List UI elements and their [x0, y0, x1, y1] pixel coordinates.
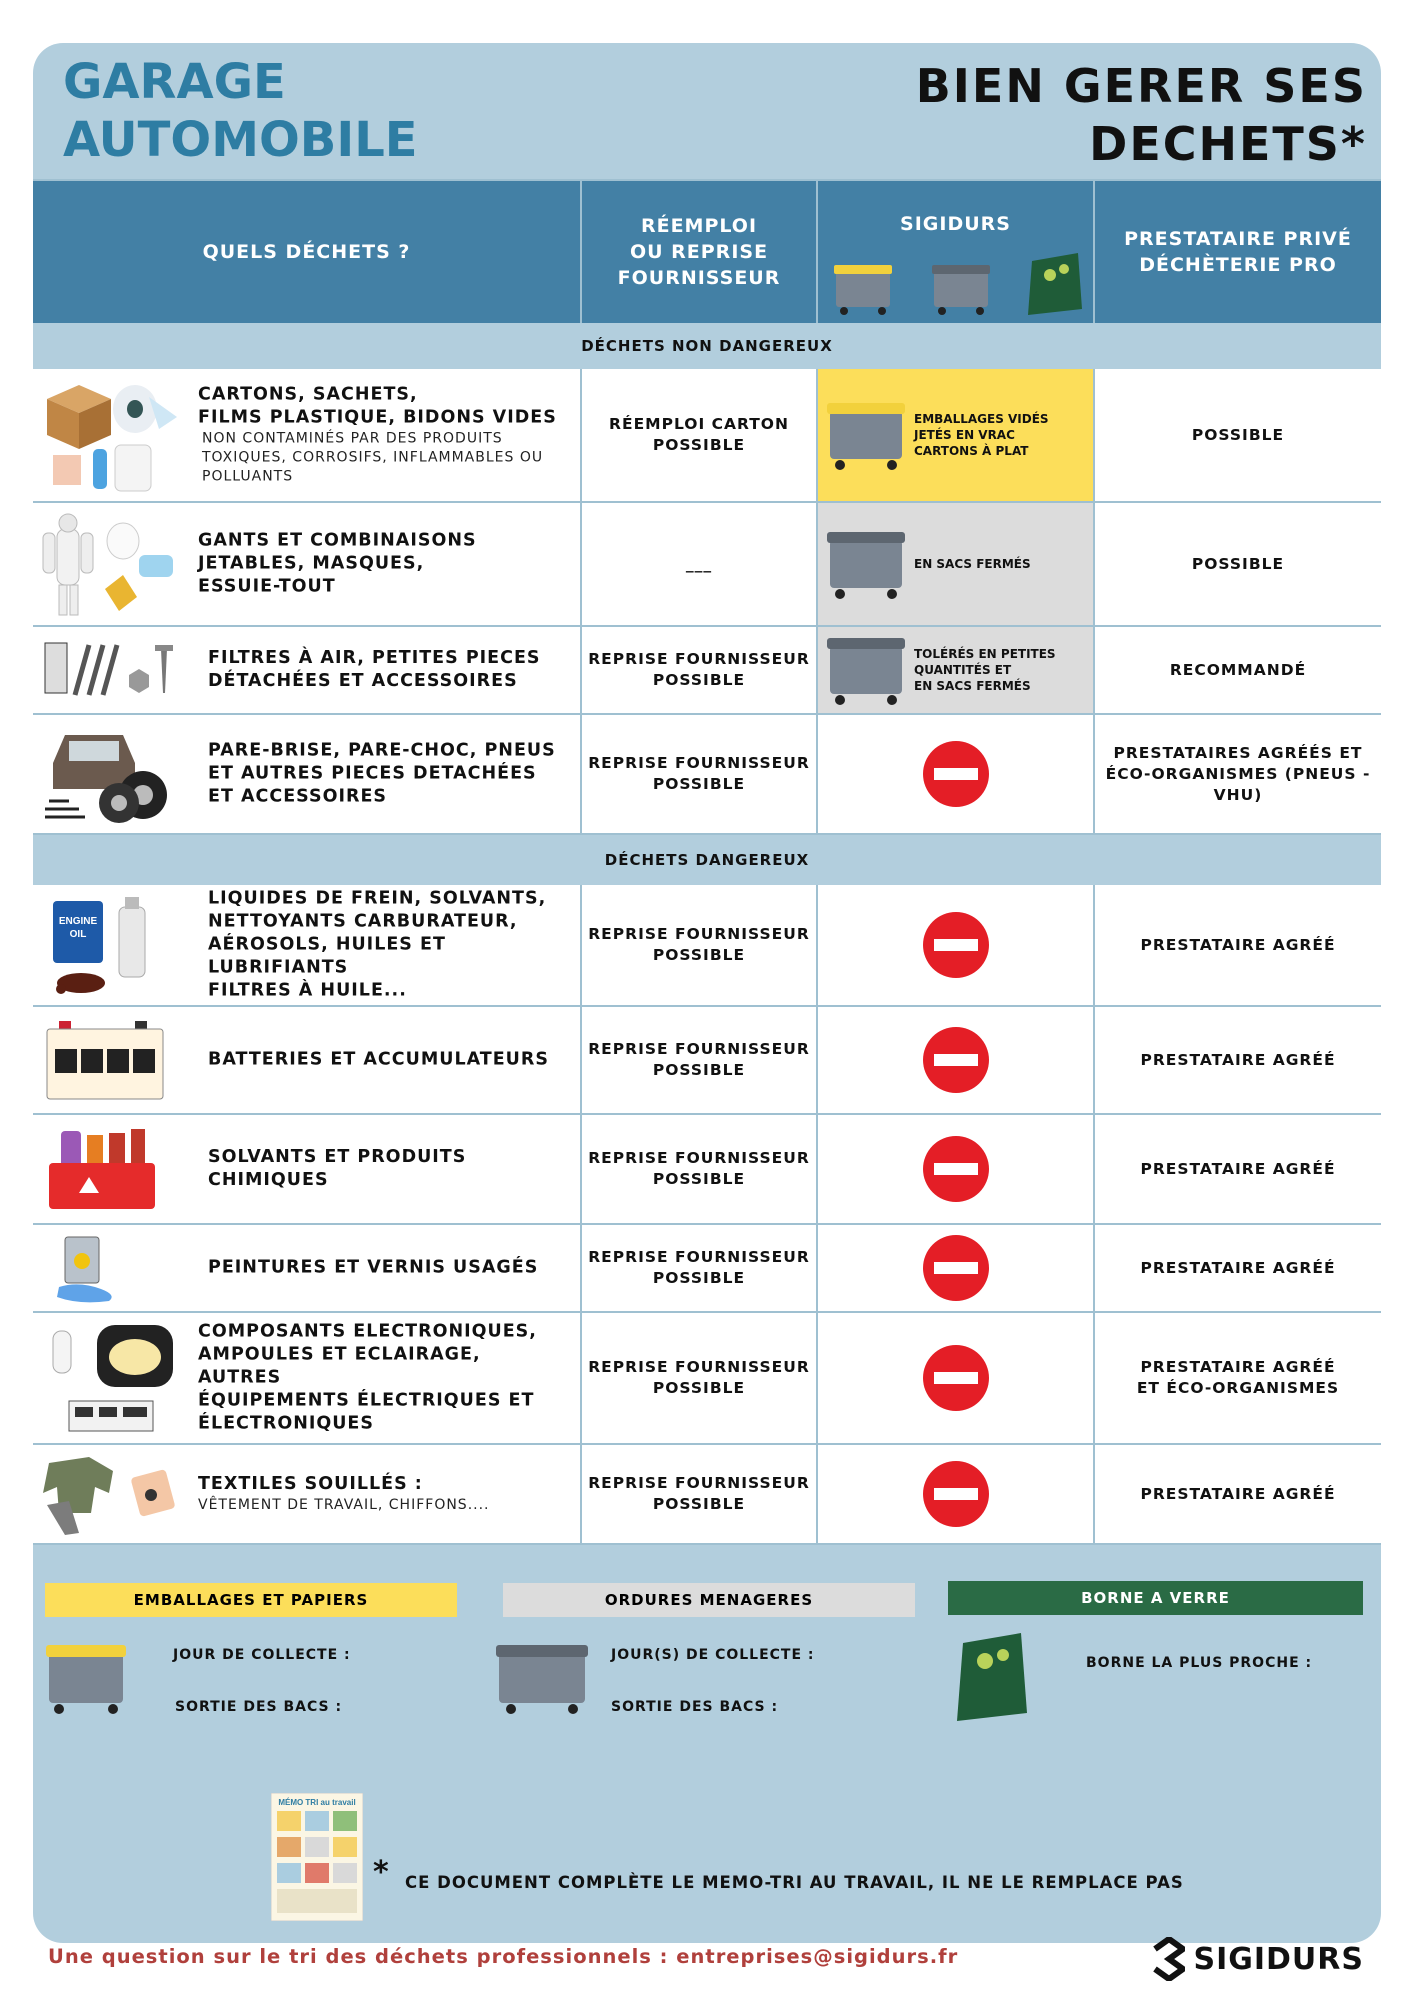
sigidurs-cell — [818, 1445, 1095, 1543]
waste-label — [208, 1049, 570, 1072]
reuse-cell — [582, 503, 818, 625]
title-right-line2: DECHETS* — [1089, 117, 1367, 171]
private-cell — [1095, 1313, 1381, 1443]
table-row — [33, 885, 1381, 1007]
reuse-text: ___ — [685, 554, 713, 573]
memo-tri-thumbnail — [271, 1793, 363, 1921]
sigidurs-cell — [818, 1115, 1095, 1223]
sigidurs-bins-icon — [830, 251, 1090, 323]
poster-panel — [33, 43, 1381, 1943]
section-non-dangerous: DÉCHETS NON DANGEREUX — [33, 323, 1381, 371]
protective-gear-icon — [39, 511, 179, 619]
reuse-text: REPRISE FOURNISSEUR POSSIBLE — [588, 1248, 810, 1287]
column-header-private: PRESTATAIRE PRIVÉ DÉCHÈTERIE PRO — [1124, 228, 1352, 276]
private-cell — [1095, 1225, 1381, 1311]
title-left-line2: AUTOMOBILE — [63, 112, 418, 168]
waste-name: LIQUIDES DE FREIN, SOLVANTS, NETTOYANTS CARBURATEUR, AÉROSOLS, HUILES ET LUBRIFIANTS FILTRES À HUILE... — [208, 888, 547, 1001]
waste-cell — [33, 715, 582, 833]
table-row — [33, 1445, 1381, 1545]
private-text: PRESTATAIRE AGRÉÉ — [1140, 1484, 1336, 1503]
legend-glass-title: BORNE A VERRE — [948, 1581, 1363, 1615]
reuse-cell — [582, 1313, 818, 1443]
waste-cell — [33, 1115, 582, 1223]
waste-cell — [33, 1313, 582, 1443]
reuse-text: REPRISE FOURNISSEUR POSSIBLE — [588, 925, 810, 964]
waste-label — [198, 1473, 570, 1515]
yellow-bin-icon — [826, 397, 908, 473]
reuse-text: REPRISE FOURNISSEUR POSSIBLE — [588, 1474, 810, 1513]
waste-name: FILTRES À AIR, PETITES PIECES DÉTACHÉES ET ACCESSOIRES — [208, 648, 541, 691]
waste-name: PEINTURES ET VERNIS USAGÉS — [208, 1257, 539, 1278]
filters-parts-icon — [39, 635, 179, 707]
waste-name: BATTERIES ET ACCUMULATEURS — [208, 1049, 549, 1070]
waste-label — [208, 888, 570, 1003]
grey-bin-icon — [826, 632, 908, 708]
waste-cell — [33, 885, 582, 1005]
no-entry-icon — [921, 1233, 991, 1303]
no-entry-icon — [921, 739, 991, 809]
no-entry-icon — [921, 1025, 991, 1095]
household-collect-day: JOUR(S) DE COLLECTE : — [611, 1647, 815, 1663]
reuse-cell — [582, 1007, 818, 1113]
private-text: PRESTATAIRE AGRÉÉ — [1140, 1159, 1336, 1178]
cardboard-plastic-icon — [39, 377, 179, 495]
waste-name: TEXTILES SOUILLÉS : — [198, 1474, 423, 1494]
private-text: PRESTATAIRE AGRÉÉ — [1140, 935, 1336, 954]
private-cell — [1095, 503, 1381, 625]
sigidurs-cell — [818, 503, 1095, 625]
table-row — [33, 369, 1381, 503]
chemicals-box-icon — [39, 1123, 179, 1217]
reuse-cell — [582, 1225, 818, 1311]
reuse-text: REPRISE FOURNISSEUR POSSIBLE — [588, 1149, 810, 1188]
column-header-waste: QUELS DÉCHETS ? — [33, 181, 582, 323]
reuse-cell — [582, 1115, 818, 1223]
table-row — [33, 715, 1381, 835]
no-entry-icon — [921, 1343, 991, 1413]
private-cell — [1095, 715, 1381, 833]
sigidurs-cell — [818, 885, 1095, 1005]
legend-packaging-title: EMBALLAGES ET PAPIERS — [45, 1583, 457, 1617]
waste-label — [208, 1146, 570, 1192]
reuse-text: REPRISE FOURNISSEUR POSSIBLE — [588, 650, 810, 689]
reuse-cell — [582, 369, 818, 501]
reuse-text: REPRISE FOURNISSEUR POSSIBLE — [588, 1358, 810, 1397]
sigidurs-logo — [1151, 1937, 1364, 1981]
reuse-cell — [582, 715, 818, 833]
table-row — [33, 1007, 1381, 1115]
sigidurs-instruction: EMBALLAGES VIDÉS JETÉS EN VRAC CARTONS À PLAT — [914, 412, 1049, 458]
memo-thumb-title: MÉMO TRI au travail — [278, 1798, 356, 1807]
car-tires-icon — [39, 723, 179, 827]
waste-name: GANTS ET COMBINAISONS JETABLES, MASQUES, ESSUIE-TOUT — [198, 530, 477, 597]
memo-note: CE DOCUMENT COMPLÈTE LE MEMO-TRI AU TRAVAIL, IL NE LE REMPLACE PAS — [405, 1873, 1184, 1892]
section-dangerous: DÉCHETS DANGEREUX — [33, 835, 1381, 887]
memo-asterisk: * — [373, 1855, 389, 1890]
waste-cell — [33, 1445, 582, 1543]
household-bins-out: SORTIE DES BACS : — [611, 1699, 779, 1715]
waste-name: COMPOSANTS ELECTRONIQUES, AMPOULES ET ECLAIRAGE, AUTRES ÉQUIPEMENTS ÉLECTRIQUES ET ÉLECTRONIQUES — [198, 1321, 537, 1434]
table-row — [33, 1115, 1381, 1225]
packaging-collect-day: JOUR DE COLLECTE : — [173, 1647, 351, 1663]
private-text: POSSIBLE — [1191, 425, 1285, 444]
waste-note: VÊTEMENT DE TRAVAIL, CHIFFONS.... — [198, 1497, 490, 1513]
waste-cell — [33, 627, 582, 713]
engine-oil-label: ENGINE OIL — [58, 916, 98, 940]
grey-bin-icon — [826, 526, 908, 602]
table-row — [33, 1225, 1381, 1313]
sigidurs-cell — [818, 1007, 1095, 1113]
yellow-bin-icon — [45, 1639, 129, 1719]
sigidurs-instruction: EN SACS FERMÉS — [914, 557, 1031, 571]
battery-icon — [39, 1015, 179, 1107]
title-left-line1: GARAGE — [63, 54, 286, 110]
column-header-reuse: RÉEMPLOI OU REPRISE FOURNISSEUR — [582, 181, 818, 323]
waste-label — [198, 384, 570, 487]
private-text: PRESTATAIRES AGRÉÉS ET ÉCO-ORGANISMES (PNEUS - VHU) — [1105, 743, 1371, 804]
sigidurs-cell — [818, 1313, 1095, 1443]
waste-label — [198, 1321, 570, 1436]
private-cell — [1095, 885, 1381, 1005]
soiled-textiles-icon — [39, 1453, 179, 1537]
glass-bank-icon — [955, 1631, 1037, 1727]
private-text: PRESTATAIRE AGRÉÉ ET ÉCO-ORGANISMES — [1136, 1358, 1340, 1397]
sigidurs-brand: SIGIDURS — [1193, 1941, 1364, 1977]
table-row — [33, 1313, 1381, 1445]
waste-cell — [33, 369, 582, 501]
waste-label — [198, 530, 570, 599]
private-cell — [1095, 627, 1381, 713]
private-text: POSSIBLE — [1191, 554, 1285, 573]
waste-name: CARTONS, SACHETS, FILMS PLASTIQUE, BIDONS VIDES — [198, 384, 557, 428]
no-entry-icon — [921, 1134, 991, 1204]
private-text: RECOMMANDÉ — [1169, 660, 1307, 679]
no-entry-icon — [921, 1459, 991, 1529]
title-left — [63, 53, 418, 169]
waste-name: SOLVANTS ET PRODUITS CHIMIQUES — [208, 1147, 467, 1190]
sigidurs-instruction: TOLÉRÉS EN PETITES QUANTITÉS ET EN SACS FERMÉS — [914, 647, 1056, 693]
table-row — [33, 627, 1381, 715]
reuse-cell — [582, 885, 818, 1005]
legend-household-title: ORDURES MENAGERES — [503, 1583, 915, 1617]
reuse-text: REPRISE FOURNISSEUR POSSIBLE — [588, 754, 810, 793]
sigidurs-logo-icon — [1151, 1937, 1185, 1981]
table-row — [33, 503, 1381, 627]
waste-label — [208, 1257, 570, 1280]
reuse-cell — [582, 1445, 818, 1543]
footer-question: Une question sur le tri des déchets professionnels : entreprises@sigidurs.fr — [48, 1945, 959, 1968]
private-cell — [1095, 1445, 1381, 1543]
title-right — [916, 57, 1367, 173]
private-text: PRESTATAIRE AGRÉÉ — [1140, 1258, 1336, 1277]
sigidurs-cell — [818, 715, 1095, 833]
waste-label — [208, 647, 570, 693]
waste-cell — [33, 503, 582, 625]
reuse-text: REPRISE FOURNISSEUR POSSIBLE — [588, 1040, 810, 1079]
sigidurs-cell — [818, 369, 1095, 501]
packaging-bins-out: SORTIE DES BACS : — [175, 1699, 343, 1715]
sigidurs-cell — [818, 1225, 1095, 1311]
private-cell — [1095, 369, 1381, 501]
grey-bin-icon — [495, 1639, 591, 1719]
title-right-line1: BIEN GERER SES — [915, 59, 1367, 113]
reuse-cell — [582, 627, 818, 713]
electronics-icon — [39, 1321, 179, 1437]
engine-oil-icon — [39, 893, 179, 999]
paint-can-icon — [39, 1233, 179, 1305]
waste-cell — [33, 1225, 582, 1311]
waste-name: PARE-BRISE, PARE-CHOC, PNEUS ET AUTRES PIECES DETACHÉES ET ACCESSOIRES — [208, 740, 556, 807]
glass-nearest: BORNE LA PLUS PROCHE : — [1086, 1655, 1313, 1671]
column-header-sigidurs: SIGIDURS — [818, 181, 1095, 323]
private-text: PRESTATAIRE AGRÉÉ — [1140, 1050, 1336, 1069]
no-entry-icon — [921, 910, 991, 980]
reuse-text: RÉEMPLOI CARTON POSSIBLE — [609, 415, 789, 454]
private-cell — [1095, 1115, 1381, 1223]
sigidurs-cell — [818, 627, 1095, 713]
private-cell — [1095, 1007, 1381, 1113]
waste-note: NON CONTAMINÉS PAR DES PRODUITS TOXIQUES, CORROSIFS, INFLAMMABLES OU POLLUANTS — [202, 430, 544, 485]
waste-cell — [33, 1007, 582, 1113]
waste-label — [208, 740, 570, 809]
table-header — [33, 179, 1381, 323]
